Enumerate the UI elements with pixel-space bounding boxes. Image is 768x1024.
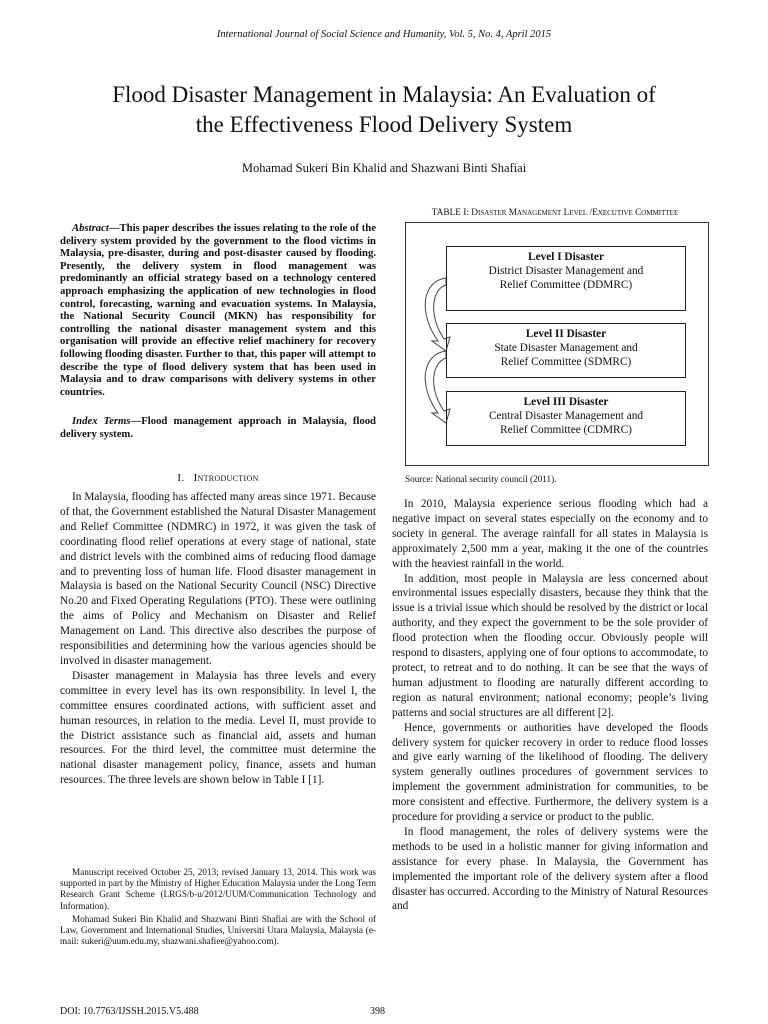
paper-title bbox=[40, 80, 728, 140]
intro-right-column bbox=[392, 497, 708, 914]
paragraph: Disaster management in Malaysia has three levels and every committee in every level has its own responsibility. In level I, the committee ensures coordinated actions, with sufficient asset and human resources, in relation to the media. Level II, must provide to the District assistance such as financial aid, assets and human resources. For the third level, the committee must determine the national disaster management policy, finance, assets and human resources. The three levels are shown below in Table I [1]. bbox=[60, 669, 376, 787]
footnote-manuscript: Manuscript received October 25, 2013; revised January 13, 2014. This work was supported in part by the Ministry of Higher Education Malaysia under the Long Term Research Grant Scheme (LRGS/b-u/2012/UUM/Communication Technology and Information). bbox=[60, 867, 376, 911]
disaster-level-diagram bbox=[405, 222, 709, 466]
paragraph: In 2010, Malaysia experience serious flooding which had a negative impact on several states especially on the economy and to society in general. The average rainfall for all states in Malaysia is approximately 2,500 mm a year, making it the one of the countries with the heaviest rainfall in the world. bbox=[392, 498, 708, 570]
doi: DOI: 10.7763/IJSSH.2015.V5.488 bbox=[60, 1006, 199, 1017]
level-1-box bbox=[446, 246, 686, 311]
footnote bbox=[60, 867, 376, 947]
title-line-1: Flood Disaster Management in Malaysia: An Evaluation of bbox=[112, 82, 656, 107]
title-line-2: the Effectiveness Flood Delivery System bbox=[195, 112, 573, 137]
level-3-box bbox=[446, 391, 686, 446]
paragraph: In addition, most people in Malaysia are less concerned about environmental issues especially disasters, because they think that the issue is a trivial issue which should be resolved by the district or local authority, and they expect the government to be the sole provider of flood protection when the flooding occur. Obviously people will respond to disasters, applying one of four options to accommodate, to protect, to retreat and to do nothing. It can be see that the ways of human adjustment to flooding are naturally different according to region as natural environment; national economy; people’s living patterns and social structures are all different [2]. bbox=[392, 572, 708, 719]
level-line: Relief Committee (SDMRC) bbox=[500, 356, 632, 368]
level-title: Level I Disaster bbox=[528, 251, 604, 263]
table-source: Source: National security council (2011). bbox=[405, 474, 557, 484]
level-line: State Disaster Management and bbox=[494, 342, 638, 354]
level-title: Level III Disaster bbox=[523, 396, 609, 408]
section-number: I. bbox=[177, 472, 185, 484]
page-number: 398 bbox=[370, 1006, 385, 1017]
level-title: Level II Disaster bbox=[525, 328, 607, 340]
abstract bbox=[60, 222, 376, 398]
paragraph: Hence, governments or authorities have developed the floods delivery system for quicker recovery in order to reduce flood losses and give early warning of the likelihood of flooding. The delivery system generally outlines procedures of government services to implement the government administration for communities, to be more consistent and effective. Furthermore, the delivery system is a procedure for providing a service or product to the public. bbox=[392, 721, 708, 824]
level-2-box bbox=[446, 323, 686, 378]
abstract-text: —This paper describes the issues relating to the role of the delivery system provided by the government to the flood victims in Malaysia, pre-disaster, during and post-disaster caused by flooding. Presently, the delivery system in flood management was predominantly an official strategy based on a technology centered approach emphasizing the application of new technologies in flood control, forecasting, warning and evacuation systems. In Malaysia, the National Security Council (MKN) has responsibility for controlling the national disaster management system and this organisation will provide an effective relief machinery for recovery following flooding disaster. Further to that, this paper will attempt to describe the type of flood delivery system that has been used in Malaysia and to draw comparisons with delivery systems in other countries. bbox=[60, 222, 376, 398]
footnote-affiliation: Mohamad Sukeri Bin Khalid and Shazwani Binti Shafiai are with the School of Law, Government and International Studies, Universiti Utara Malaysia, Malaysia (e-mail: sukeri@uum.edu.my, shazwani.shafiee@yahoo.com). bbox=[60, 913, 376, 947]
table-caption: TABLE I: Disaster Management Level /Executive Committee bbox=[431, 208, 679, 218]
abstract-label: Abstract bbox=[72, 222, 109, 234]
index-terms-text: —Flood management approach in Malaysia, flood delivery system. bbox=[60, 415, 376, 440]
paragraph: In Malaysia, flooding has affected many areas since 1971. Because of that, the Government established the Natural Disaster Management and Relief Committee (NDMRC) in 1972, it was given the task of coordinating flood relief operations at every stage of national, state and district levels with the combined aims of reducing flood damage and to preventing loss of human life. Flood disaster management in Malaysia is based on the National Security Council (NSC) Directive No.20 and Fixed Operating Regulations (PTO). These were outlining the aims of Policy and Mechanism on Disaster and Relief Management on Land. This directive also describes the purpose of responsibilities and determining how the various agencies should be involved in disaster management. bbox=[60, 491, 376, 667]
index-terms bbox=[60, 415, 376, 441]
authors: Mohamad Sukeri Bin Khalid and Shazwani Binti Shafiai bbox=[241, 161, 527, 175]
section-heading bbox=[60, 472, 376, 484]
paragraph: In flood management, the roles of delivery systems were the methods to be used in a holistic manner for giving information and assistance for every phase. In Malaysia, the Government has implemented the important role of the delivery system after a flood disaster has occurred. According to the Ministry of Natural Resources and bbox=[392, 825, 708, 913]
level-line: Central Disaster Management and bbox=[488, 410, 644, 422]
level-line: Relief Committee (CDMRC) bbox=[500, 424, 632, 436]
journal-header: International Journal of Social Science and Humanity, Vol. 5, No. 4, April 2015 bbox=[216, 29, 552, 40]
index-terms-label: Index Terms bbox=[72, 415, 131, 427]
level-line: Relief Committee (DDMRC) bbox=[499, 279, 633, 291]
section-title: Introduction bbox=[193, 472, 259, 484]
intro-left-column bbox=[60, 490, 376, 788]
level-line: District Disaster Management and bbox=[488, 265, 644, 277]
